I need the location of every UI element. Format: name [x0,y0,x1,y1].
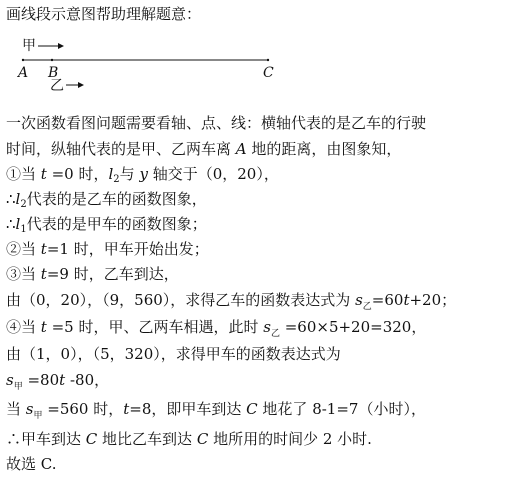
jia-arrow-head [58,43,64,49]
text-line-4: $\therefore l_2$代表的是乙车的函数图象， [6,190,207,210]
text-line-10: 由（1，0），（5，320），求得甲车的函数表达式为 [6,345,341,363]
text-line-2: 时间，纵轴代表的是甲、乙两车离 A 地的距离，由图象知， [6,140,402,158]
yi-arrow-head [78,82,84,88]
point-a-dot [22,59,24,61]
label-point-c: C [263,65,274,81]
text-line-1: 一次函数看图问题需要看轴、点、线：横轴代表的是乙车的行驶 [6,114,427,132]
label-jia: 甲 [22,38,36,54]
text-line-6: ②当 t=1 时，甲车开始出发； [6,240,209,258]
text-line-11: $s_甲 =80t$ -80， [6,371,110,392]
segment-diagram [0,0,506,100]
point-c-dot [267,59,269,61]
text-line-9: ④当 t =5 时，甲、乙两车相遇，此时 $s_乙 =60\times 5+20=320$， [6,318,427,339]
text-line-3: ①当 t =0 时，$l_2$与 y 轴交于（0，20）， [6,165,279,185]
point-b-dot [51,59,53,61]
heading-text: 画线段示意图帮助理解题意： [6,5,202,23]
text-line-12: 当 $s_甲 =560$ 时，t=8，即甲车到达 C 地花了 8-1=7（小时）， [6,400,426,421]
text-line-5: $\therefore l_1$代表的是甲车的函数图象； [6,215,207,235]
text-line-8: 由（0，20），（9，560），求得乙车的函数表达式为 $s_乙=60t+20$； [6,291,457,312]
text-line-13: ∴甲车到达 C 地比乙车到达 C 地所用的时间少 2 小时. [6,430,372,448]
label-point-b: B [48,65,59,81]
label-yi: 乙 [50,78,64,94]
text-line-14: 故选 C. [6,455,57,473]
text-line-7: ③当 t=9 时，乙车到达， [6,265,179,283]
segment-diagram-svg [0,0,506,100]
label-point-a: A [18,65,29,81]
